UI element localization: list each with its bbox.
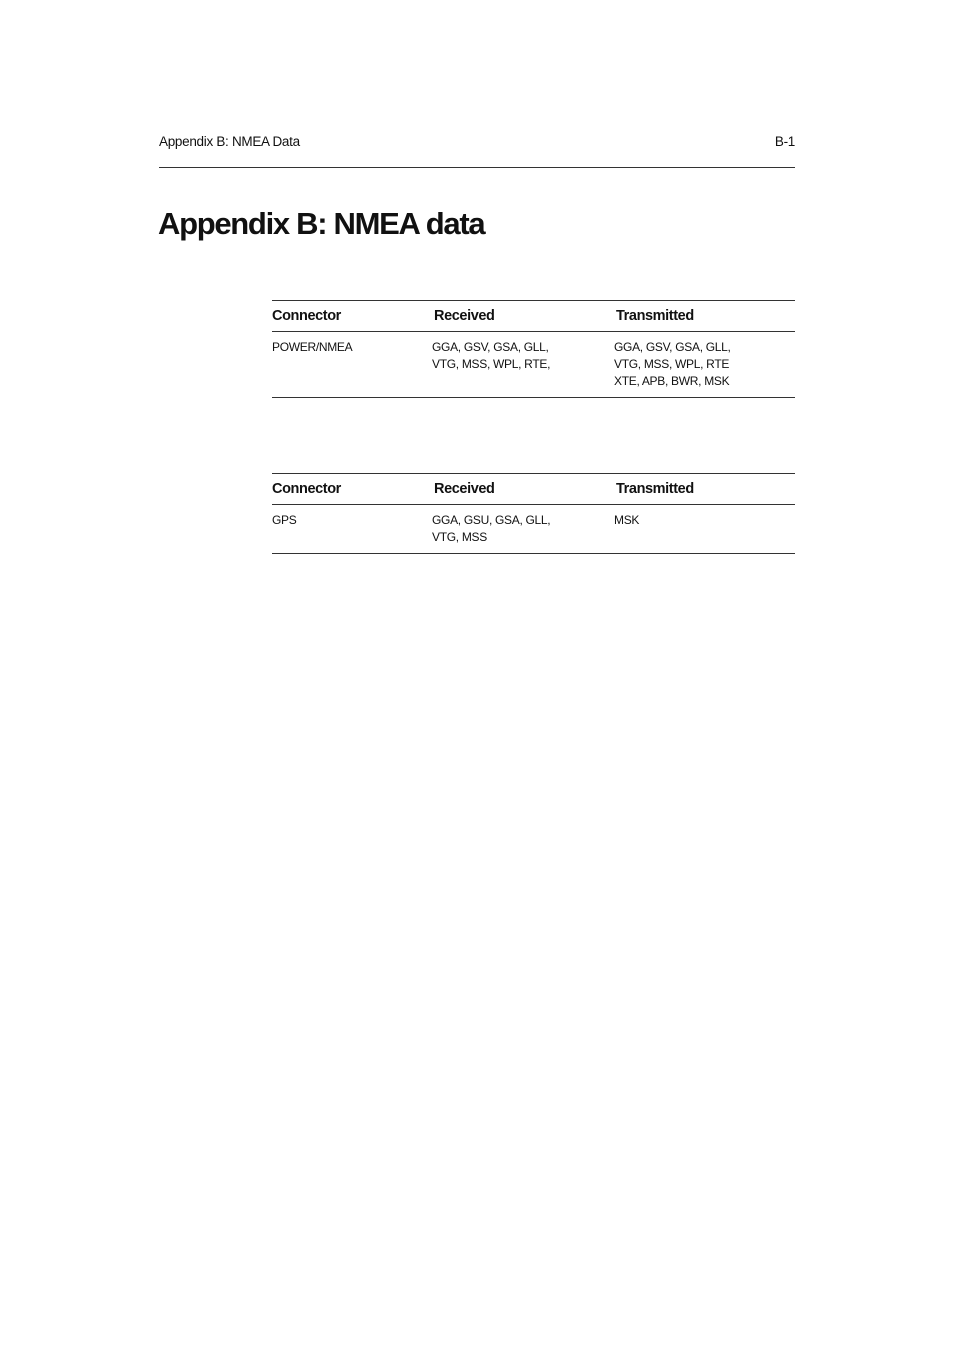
transmitted-line: MSK [614, 513, 640, 527]
page-title: Appendix B: NMEA data [158, 206, 485, 241]
table-row [272, 332, 795, 398]
connector-value: GPS [272, 513, 297, 527]
received-cell [432, 332, 614, 398]
received-line: VTG, MSS, WPL, RTE, [432, 357, 551, 371]
transmitted-line: VTG, MSS, WPL, RTE [614, 357, 730, 371]
received-line: VTG, MSS [432, 530, 487, 544]
running-header [159, 134, 795, 154]
table-header-row [272, 474, 795, 505]
nmea-table-gps [272, 473, 795, 554]
transmitted-cell [614, 505, 795, 554]
column-header-transmitted: Transmitted [614, 301, 795, 332]
transmitted-line: GGA, GSV, GSA, GLL, [614, 340, 731, 354]
column-header-received: Received [432, 301, 614, 332]
column-header-transmitted: Transmitted [614, 474, 795, 505]
table-header-row [272, 301, 795, 332]
transmitted-cell [614, 332, 795, 398]
column-header-received: Received [432, 474, 614, 505]
table-row [272, 505, 795, 554]
received-line: GGA, GSU, GSA, GLL, [432, 513, 551, 527]
column-header-connector: Connector [272, 301, 432, 332]
page-number: B-1 [774, 134, 795, 149]
connector-cell [272, 505, 432, 554]
received-line: GGA, GSV, GSA, GLL, [432, 340, 549, 354]
column-header-connector: Connector [272, 474, 432, 505]
connector-value: POWER/NMEA [272, 340, 353, 354]
transmitted-line: XTE, APB, BWR, MSK [614, 374, 730, 388]
running-header-section: Appendix B: NMEA Data [159, 134, 300, 149]
nmea-table-power [272, 300, 795, 398]
connector-cell [272, 332, 432, 398]
received-cell [432, 505, 614, 554]
header-divider [159, 167, 795, 168]
